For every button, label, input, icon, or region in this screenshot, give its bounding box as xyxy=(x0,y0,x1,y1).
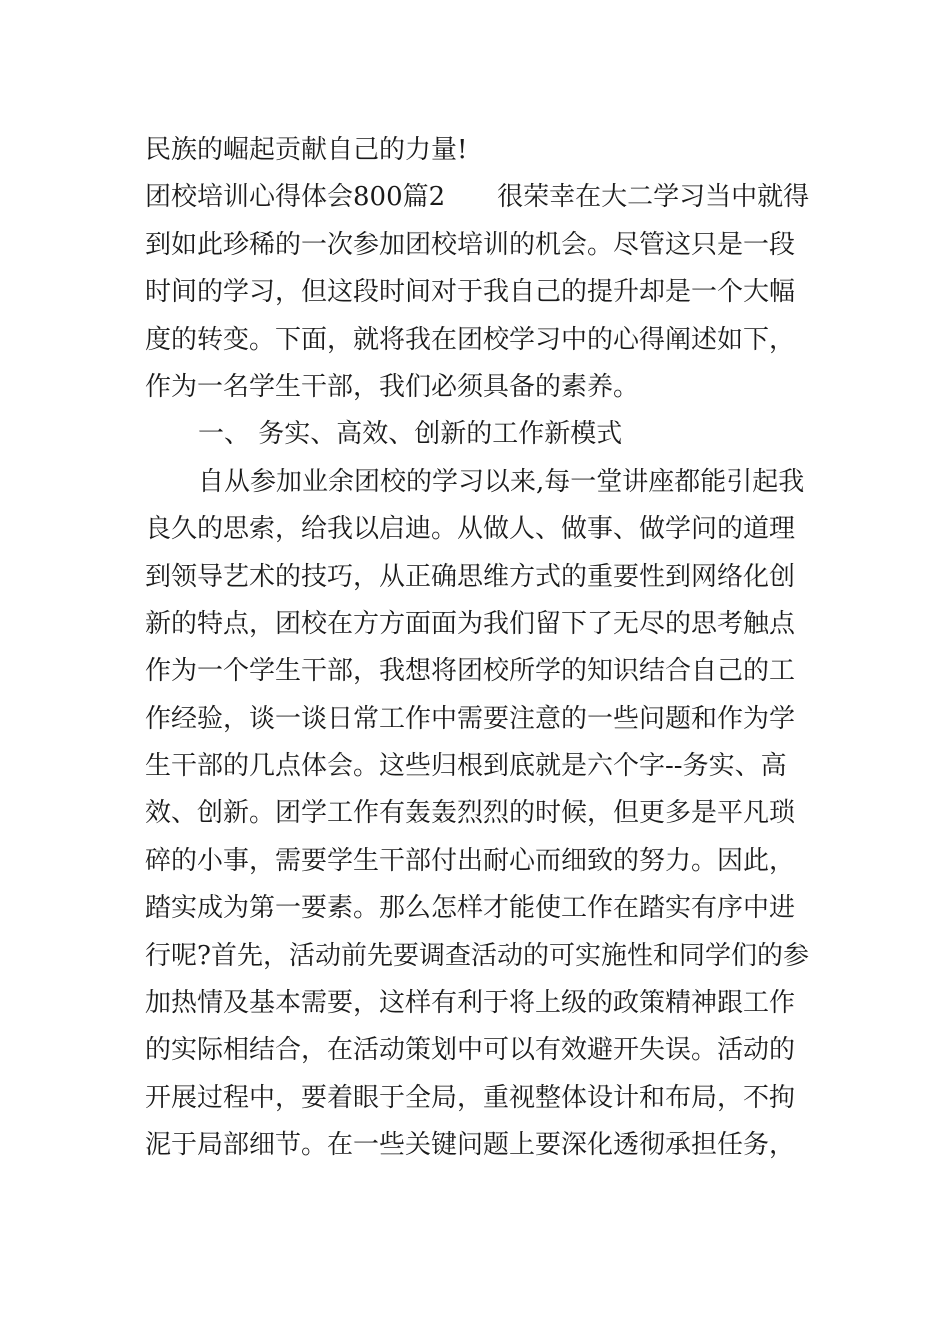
text-line: 良久的思索，给我以启迪。从做人、做事、做学问的道理 xyxy=(145,514,796,545)
text-line: 踏实成为第一要素。那么怎样才能使工作在踏实有序中进 xyxy=(145,893,796,924)
section-heading: 一、 务实、高效、创新的工作新模式 xyxy=(198,419,623,450)
text-line: 生干部的几点体会。这些归根到底就是六个字--务实、高 xyxy=(145,751,787,782)
body-text xyxy=(145,127,810,1170)
text-line: 到如此珍稀的一次参加团校培训的机会。尽管这只是一段 xyxy=(145,229,796,260)
text-line: 开展过程中，要着眼于全局，重视整体设计和布局，不拘 xyxy=(145,1082,796,1113)
text-line: 行呢?首先，活动前先要调查活动的可实施性和同学们的参 xyxy=(145,940,809,971)
text-line: 到领导艺术的技巧，从正确思维方式的重要性到网络化创 xyxy=(145,561,796,592)
text-line: 泥于局部细节。在一些关键问题上要深化透彻承担任务， xyxy=(145,1130,796,1161)
text-line: 自从参加业余团校的学习以来,每一堂讲座都能引起我 xyxy=(198,466,805,497)
text-line: 加热情及基本需要，这样有利于将上级的政策精神跟工作 xyxy=(145,988,796,1019)
text-line: 团校培训心得体会800篇2 很荣幸在大二学习当中就得 xyxy=(145,182,810,213)
text-line: 度的转变。下面，就将我在团校学习中的心得阐述如下， xyxy=(145,324,796,355)
text-line: 作经验，谈一谈日常工作中需要注意的一些问题和作为学 xyxy=(145,703,796,734)
text-line: 效、创新。团学工作有轰轰烈烈的时候，但更多是平凡琐 xyxy=(145,798,796,829)
text-line: 新的特点，团校在方方面面为我们留下了无尽的思考触点 xyxy=(145,608,796,639)
text-line: 碎的小事，需要学生干部付出耐心而细致的努力。因此， xyxy=(145,845,796,876)
text-line: 的实际相结合，在活动策划中可以有效避开失误。活动的 xyxy=(145,1035,796,1066)
text-line: 时间的学习，但这段时间对于我自己的提升却是一个大幅 xyxy=(145,277,796,308)
text-line: 作为一个学生干部，我想将团校所学的知识结合自己的工 xyxy=(145,656,796,687)
text-line: 作为一名学生干部，我们必须具备的素养。 xyxy=(145,371,640,402)
text-line: 民族的崛起贡献自己的力量! xyxy=(145,135,468,165)
